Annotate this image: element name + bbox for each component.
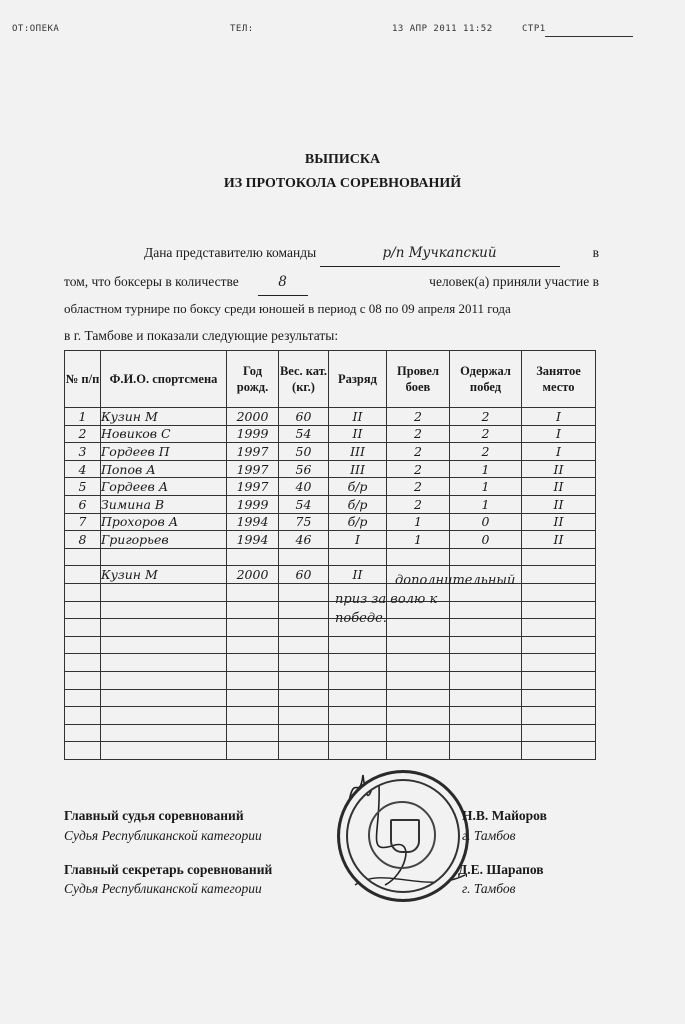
cell-name: Попов А [101,460,227,478]
cell-place [522,548,596,566]
cell-bouts: 2 [387,425,450,443]
count-handwritten: 8 [258,269,308,296]
table-row [65,654,596,672]
cell-rank: б/р [329,478,387,496]
cell-name [101,601,227,619]
cell-name: Новиков С [101,425,227,443]
cell-weight [279,724,329,742]
cell-bouts: 2 [387,495,450,513]
cell-name: Зимина В [101,495,227,513]
para-text-2b: человек(а) приняли участие в [429,274,599,289]
cell-rank [329,724,387,742]
cell-weight [279,689,329,707]
cell-name [101,689,227,707]
cell-rank: III [329,443,387,461]
cell-place [522,742,596,760]
cell-rank: I [329,531,387,549]
cell-num: 5 [65,478,101,496]
cell-year [227,548,279,566]
cell-num [65,566,101,584]
para-text-2a: том, что боксеры в количестве [64,274,239,289]
cell-name: Прохоров А [101,513,227,531]
cell-place [522,654,596,672]
cell-place: II [522,478,596,496]
cell-num [65,671,101,689]
judge-category: Судья Республиканской категории [64,828,262,843]
cell-num [65,742,101,760]
secretary-name: Д.Е. Шарапов [458,862,544,877]
cell-num [65,619,101,637]
cell-weight: 56 [279,460,329,478]
cell-bouts: 2 [387,460,450,478]
cell-place [522,671,596,689]
cell-wins: 1 [450,495,522,513]
cell-num [65,689,101,707]
fax-page: СТР1 [522,24,546,34]
cell-rank: б/р [329,495,387,513]
cell-wins [450,548,522,566]
cell-weight: 54 [279,495,329,513]
note-line-2: приз за волю к [335,592,438,607]
cell-name [101,619,227,637]
cell-rank [329,636,387,654]
judge-city: г. Тамбов [462,828,516,843]
cell-bouts: 1 [387,513,450,531]
cell-bouts [387,724,450,742]
secretary-title: Главный секретарь соревнований [64,862,273,877]
cell-place: II [522,513,596,531]
cell-year: 1997 [227,460,279,478]
para-text-4: в г. Тамбове и показали следующие результаты: [64,328,339,343]
cell-bouts: 2 [387,443,450,461]
note-line-3: победе. [335,611,387,626]
judge-name: Н.В. Майоров [462,808,547,823]
fax-tel: ТЕЛ: [230,24,254,34]
cell-name [101,636,227,654]
cell-year [227,601,279,619]
cell-place [522,689,596,707]
para-text-3: областном турнире по боксу среди юношей в период с 08 по 09 апреля 2011 года [64,301,511,316]
cell-place: I [522,443,596,461]
cell-wins: 2 [450,408,522,426]
cell-weight [279,636,329,654]
cell-year [227,671,279,689]
cell-name: Кузин М [101,566,227,584]
para-text-1a: Дана представителю команды [144,245,317,260]
cell-weight [279,742,329,760]
cell-year: 2000 [227,566,279,584]
cell-name: Гордеев П [101,443,227,461]
cell-wins: 0 [450,513,522,531]
cell-weight: 50 [279,443,329,461]
cell-num: 1 [65,408,101,426]
col-header-year: Год рожд. [227,351,279,408]
cell-bouts [387,671,450,689]
note-line-1: дополнительный [395,573,516,588]
cell-wins [450,654,522,672]
col-header-wins: Одержал побед [450,351,522,408]
cell-weight: 75 [279,513,329,531]
col-header-rank: Разряд [329,351,387,408]
cell-wins: 1 [450,460,522,478]
cell-num [65,707,101,725]
table-row [65,671,596,689]
cell-bouts: 1 [387,531,450,549]
cell-weight: 60 [279,566,329,584]
cell-name [101,583,227,601]
para-line-1 [64,240,599,267]
cell-bouts [387,548,450,566]
cell-rank: б/р [329,513,387,531]
cell-name [101,654,227,672]
cell-rank [329,707,387,725]
cell-num [65,654,101,672]
handwritten-note [335,571,585,628]
cell-weight [279,619,329,637]
cell-place [522,636,596,654]
fax-datetime: 13 АПР 2011 11:52 [392,24,493,34]
doc-title: ВЫПИСКА [304,152,381,167]
col-header-num: № п/п [65,351,101,408]
stamp-emblem-icon [390,819,420,853]
results-table-wrap [64,350,595,752]
cell-rank [329,671,387,689]
cell-num: 2 [65,425,101,443]
doc-subtitle: ИЗ ПРОТОКОЛА СОРЕВНОВАНИЙ [223,176,462,191]
table-row [65,495,596,513]
fax-page-line [545,36,633,37]
cell-bouts: 2 [387,478,450,496]
para-text-1b: в [592,245,599,260]
cell-rank [329,689,387,707]
cell-name [101,724,227,742]
cell-year [227,724,279,742]
cell-rank [329,548,387,566]
table-header-row [65,351,596,408]
cell-weight [279,548,329,566]
cell-year [227,583,279,601]
cell-num: 4 [65,460,101,478]
cell-bouts [387,636,450,654]
cell-year [227,689,279,707]
cell-bouts [387,707,450,725]
cell-name [101,671,227,689]
cell-wins: 2 [450,425,522,443]
cell-weight: 60 [279,408,329,426]
cell-name [101,548,227,566]
cell-year: 1997 [227,478,279,496]
cell-place: II [522,495,596,513]
cell-num [65,548,101,566]
cell-rank: III [329,460,387,478]
cell-weight [279,671,329,689]
cell-rank: II [329,408,387,426]
cell-year: 2000 [227,408,279,426]
cell-num: 8 [65,531,101,549]
cell-year [227,707,279,725]
results-table [64,350,596,760]
cell-name [101,742,227,760]
judge-title: Главный судья соревнований [64,808,244,823]
cell-place: I [522,408,596,426]
cell-wins [450,671,522,689]
table-row [65,443,596,461]
cell-name: Гордеев А [101,478,227,496]
para-line-2 [64,269,599,296]
cell-num: 3 [65,443,101,461]
cell-bouts [387,654,450,672]
cell-weight: 54 [279,425,329,443]
cell-year [227,742,279,760]
cell-year: 1997 [227,443,279,461]
table-row [65,742,596,760]
cell-place: II [522,531,596,549]
col-header-bouts: Провел боев [387,351,450,408]
table-row [65,408,596,426]
fax-from: ОТ:ОПЕКА [12,24,60,34]
cell-year: 1994 [227,513,279,531]
cell-name: Григорьев [101,531,227,549]
cell-wins: 2 [450,443,522,461]
cell-place: I [522,425,596,443]
cell-wins: 0 [450,531,522,549]
table-row [65,531,596,549]
cell-year: 1999 [227,425,279,443]
cell-num: 6 [65,495,101,513]
cell-num: 7 [65,513,101,531]
cell-year: 1994 [227,531,279,549]
cell-bouts: 2 [387,408,450,426]
cell-rank: II [329,425,387,443]
table-row [65,425,596,443]
cell-year: 1999 [227,495,279,513]
cell-weight: 40 [279,478,329,496]
cell-place: II [522,460,596,478]
official-stamp [337,770,469,902]
table-row [65,460,596,478]
cell-rank: II [329,566,387,584]
cell-wins: 1 [450,478,522,496]
cell-place [522,724,596,742]
col-header-name: Ф.И.О. спортсмена [101,351,227,408]
table-row [65,636,596,654]
col-header-place: Занятое место [522,351,596,408]
cell-place [522,707,596,725]
cell-weight: 46 [279,531,329,549]
cell-name [101,707,227,725]
table-row [65,513,596,531]
cell-num [65,583,101,601]
secretary-category: Судья Республиканской категории [64,881,262,896]
col-header-weight: Вес. кат. (кг.) [279,351,329,408]
cell-weight [279,707,329,725]
cell-weight [279,654,329,672]
cell-wins [450,707,522,725]
cell-year [227,654,279,672]
cell-weight [279,601,329,619]
cell-wins [450,689,522,707]
table-row [65,689,596,707]
team-name-handwritten: р/п Мучкапский [320,240,560,267]
cell-wins [450,636,522,654]
table-row [65,478,596,496]
cell-rank [329,654,387,672]
cell-num [65,724,101,742]
cell-year [227,619,279,637]
table-row [65,548,596,566]
cell-wins [450,724,522,742]
table-row [65,724,596,742]
cell-num [65,601,101,619]
cell-weight [279,583,329,601]
cell-name: Кузин М [101,408,227,426]
cell-year [227,636,279,654]
cell-bouts [387,689,450,707]
cell-num [65,636,101,654]
table-row [65,707,596,725]
secretary-city: г. Тамбов [462,881,516,896]
